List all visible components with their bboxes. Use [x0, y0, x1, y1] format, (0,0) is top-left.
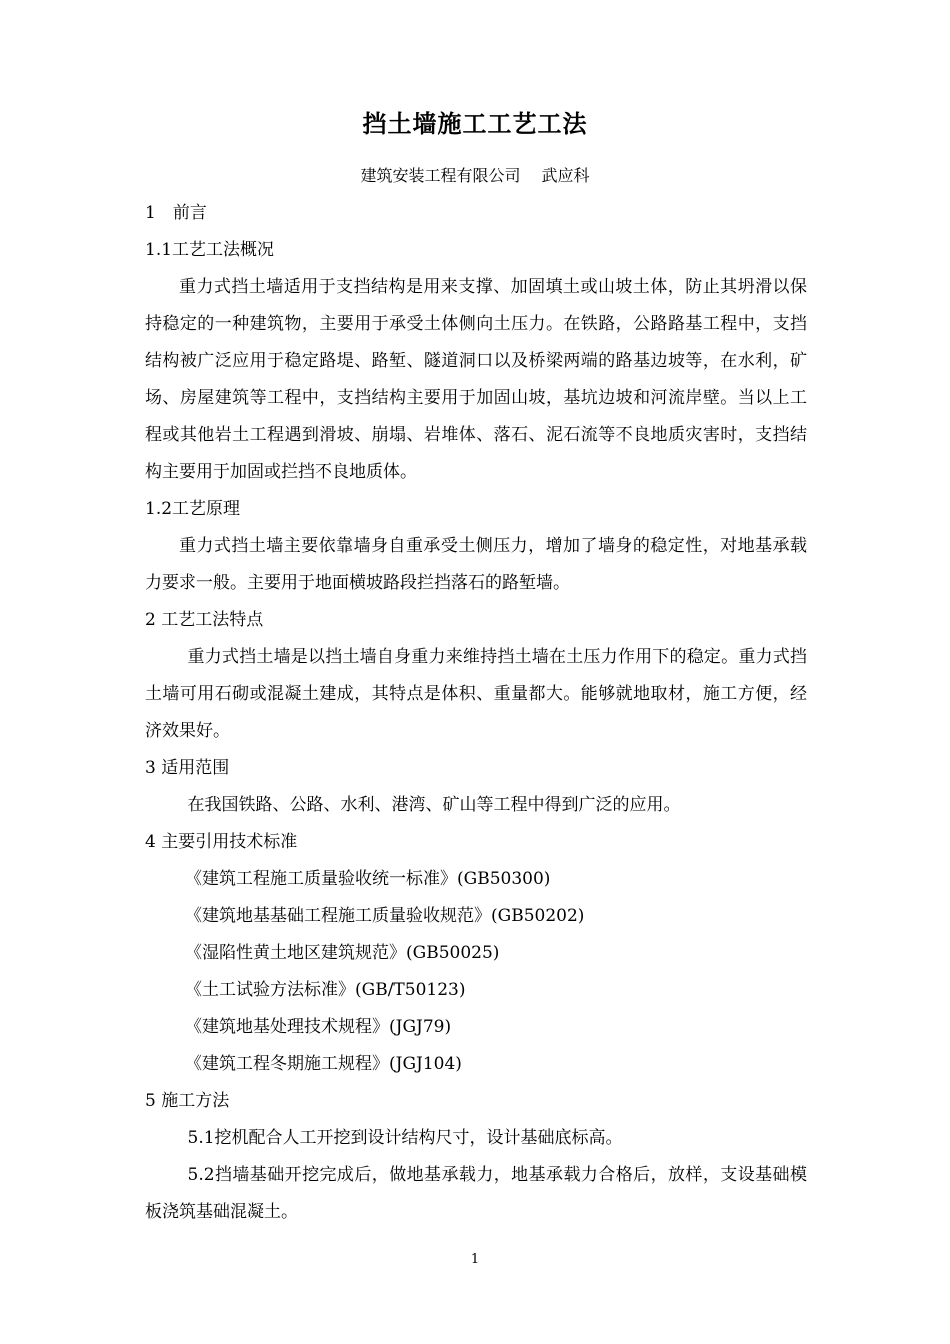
- reference-standard: 《建筑地基处理技术规程》(JGJ79): [185, 1017, 452, 1037]
- author-organization: 建筑安装工程有限公司: [360, 166, 521, 185]
- page-number: 1: [470, 1252, 480, 1267]
- heading-section-2: 2 工艺工法特点: [145, 610, 264, 630]
- paragraph-scope: 在我国铁路、公路、水利、港湾、矿山等工程中得到广泛的应用。: [187, 795, 681, 815]
- reference-standard: 《建筑地基基础工程施工质量验收规范》(GB50202): [185, 906, 585, 926]
- paragraph-step-5-1: 5.1挖机配合人工开挖到设计结构尺寸，设计基础底标高。: [187, 1128, 623, 1148]
- heading-section-1-1: 1.1工艺工法概况: [145, 240, 275, 260]
- paragraph-features: 重力式挡土墙是以挡土墙自身重力来维持挡土墙在土压力作用下的稳定。重力式挡土墙可用石砌或混凝土建成，其特点是体积、重量都大。能够就地取材，施工方便，经济效果好。: [145, 647, 807, 741]
- reference-standard: 《湿陷性黄土地区建筑规范》(GB50025): [185, 943, 500, 963]
- author-line: [0, 163, 950, 189]
- author-name: 武应科: [541, 166, 590, 185]
- heading-section-4: 4 主要引用技术标准: [145, 832, 298, 852]
- heading-section-1-2: 1.2工艺原理: [145, 499, 241, 519]
- paragraph-step-5-2: 5.2挡墙基础开挖完成后，做地基承载力，地基承载力合格后，放样，支设基础模板浇筑基础混凝土。: [145, 1165, 807, 1222]
- reference-standard: 《土工试验方法标准》(GB/T50123): [185, 980, 466, 1000]
- document-body: [145, 195, 807, 1231]
- reference-standard: 《建筑工程施工质量验收统一标准》(GB50300): [185, 869, 551, 889]
- reference-standard: 《建筑工程冬期施工规程》(JGJ104): [185, 1054, 462, 1074]
- document-title: 挡土墙施工工艺工法: [362, 110, 588, 138]
- heading-section-5: 5 施工方法: [145, 1091, 230, 1111]
- heading-section-1: 1 前言: [145, 203, 207, 223]
- paragraph-principle: 重力式挡土墙主要依靠墙身自重承受土侧压力，增加了墙身的稳定性，对地基承载力要求一般。主要用于地面横坡路段拦挡落石的路堑墙。: [145, 536, 807, 593]
- heading-section-3: 3 适用范围: [145, 758, 230, 778]
- paragraph-overview: 重力式挡土墙适用于支挡结构是用来支撑、加固填土或山坡土体，防止其坍滑以保持稳定的一种建筑物，主要用于承受土体侧向土压力。在铁路，公路路基工程中，支挡结构被广泛应用于稳定路堤、路堑、隧道洞口以及桥梁两端的路基边坡等，在水利，矿场、房屋建筑等工程中，支挡结构主要用于加固山坡，基坑边坡和河流岸壁。当以上工程或其他岩土工程遇到滑坡、崩塌、岩堆体、落石、泥石流等不良地质灾害时，支挡结构主要用于加固或拦挡不良地质体。: [145, 277, 807, 482]
